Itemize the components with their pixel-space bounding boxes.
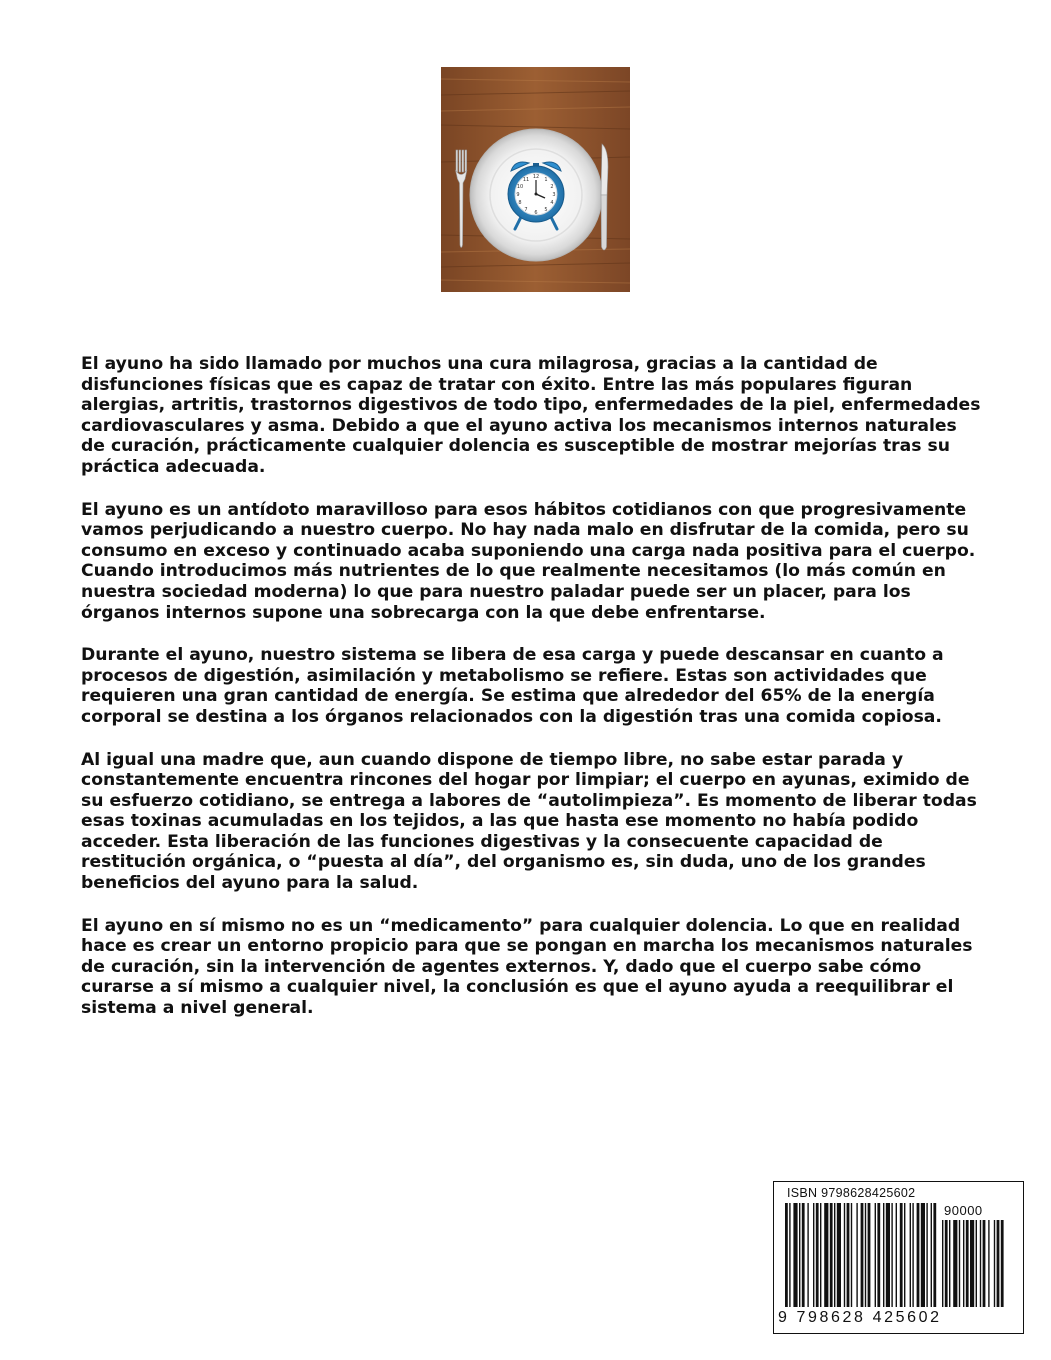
paragraph-1: El ayuno ha sido llamado por muchos una cura milagrosa, gracias a la cantidad de disfunciones físicas que es capaz de tratar con éxito. Entre las más populares figuran alergias, artritis, trastornos digestivos de todo tipo, enfermedades de la piel, enfermedades cardiovasculares y asma. Debido a que el ayuno activa los mecanismos internos naturales de curación, prácticamente cualquier dolencia es susceptible de mostrar mejorías tras su práctica adecuada. — [81, 354, 981, 477]
isbn-barcode — [773, 1181, 1024, 1334]
barcode-digits: 9 798628 425602 — [778, 1309, 942, 1326]
cover-photo-image — [441, 67, 630, 292]
svg-text:8: 8 — [518, 200, 522, 206]
price-code: 90000 — [944, 1203, 983, 1218]
svg-text:12: 12 — [532, 174, 540, 180]
svg-text:10: 10 — [516, 184, 524, 190]
svg-text:2: 2 — [550, 184, 554, 190]
svg-text:3: 3 — [552, 192, 556, 198]
svg-text:4: 4 — [550, 200, 554, 206]
svg-text:6: 6 — [534, 210, 538, 216]
svg-text:11: 11 — [522, 177, 530, 183]
isbn-label: ISBN 9798628425602 — [787, 1186, 916, 1200]
paragraph-5: El ayuno en sí mismo no es un “medicamento” para cualquier dolencia. Lo que en realidad hace es crear un entorno propicio para que se pongan en marcha los mecanismos naturales de curación, sin la intervención de agentes externos. Y, dado que el cuerpo sabe cómo curarse a sí mismo a cualquier nivel, la conclusión es que el ayuno ayuda a reequilibrar el sistema a nivel general. — [81, 915, 973, 1019]
svg-text:9: 9 — [516, 192, 520, 198]
paragraph-2: El ayuno es un antídoto maravilloso para esos hábitos cotidianos con que progresivamente vamos perjudicando a nuestro cuerpo. No hay nada malo en disfrutar de la comida, pero su consumo en exceso y continuado acaba suponiendo una carga nada positiva para el cuerpo. Cuando introducimos más nutrientes de lo que realmente necesitamos (lo más común en nuestra sociedad moderna) lo que para nuestro paladar puede ser un placer, para los órganos internos supone una sobrecarga con la que debe enfrentarse. — [81, 499, 976, 623]
svg-text:1: 1 — [544, 177, 548, 183]
paragraph-3: Durante el ayuno, nuestro sistema se libera de esa carga y puede descansar en cuanto a procesos de digestión, asimilación y metabolismo se refiere. Estas son actividades que requieren una gran cantidad de energía. Se estima que alrededor del 65% de la energía corporal se destina a los órganos relacionados con la digestión tras una comida copiosa. — [81, 645, 944, 727]
body-text — [81, 354, 981, 1041]
svg-text:5: 5 — [544, 207, 548, 213]
paragraph-4: Al igual una madre que, aun cuando dispone de tiempo libre, no sabe estar parada y constantemente encuentra rincones del hogar por limpiar; el cuerpo en ayunas, eximido de su esfuerzo cotidiano, se entrega a labores de “autolimpieza”. Es momento de liberar todas esas toxinas acumuladas en los tejidos, a las que hasta ese momento no había podido acceder. Esta liberación de las funciones digestivas y la consecuente capacidad de restitución orgánica, o “puesta al día”, del organismo es, sin duda, uno de los grandes beneficios del ayuno para la salud. — [81, 749, 977, 894]
svg-text:7: 7 — [524, 207, 528, 213]
